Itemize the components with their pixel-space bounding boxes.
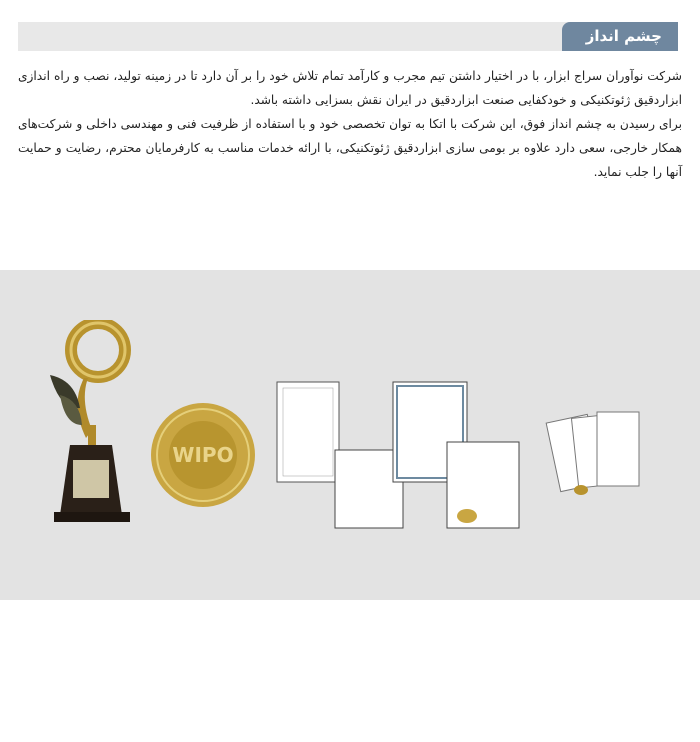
- trophy-image: [40, 320, 135, 525]
- paragraph-1: شرکت نوآوران سراج ابزار، با در اختیار داشتن تیم مجرب و کارآمد تمام تلاش خود را بر آن دارد تا در زمینه تولید، نصب و راه اندازی ابزاردقیق ژئوتکنیکی و خودکفایی صنعت ابزاردقیق در ایران نقش بسزایی داشته باشد.: [18, 69, 682, 107]
- section-header-bar: [18, 22, 678, 51]
- medal-image: [148, 400, 258, 510]
- vision-text: [18, 64, 682, 184]
- paragraph-2: برای رسیدن به چشم انداز فوق، این شرکت با اتکا به توان تخصصی خود و با استفاده از ظرفیت فنی و مهندسی داخلی و شرکت‌های همکار خارجی، سعی دارد علاوه بر بومی سازی ابزاردقیق ژئوتکنیکی، با ارائه خدمات مناسب به کارفرمایان محترم، رضایت و حمایت آنها را جلب نماید.: [18, 117, 682, 179]
- awards-gallery: [0, 270, 700, 600]
- stacked-certificates-image: [545, 408, 645, 503]
- section-title: چشم انداز: [562, 22, 678, 51]
- medal-label: WIPO: [172, 443, 234, 467]
- certificates-group: [275, 380, 525, 530]
